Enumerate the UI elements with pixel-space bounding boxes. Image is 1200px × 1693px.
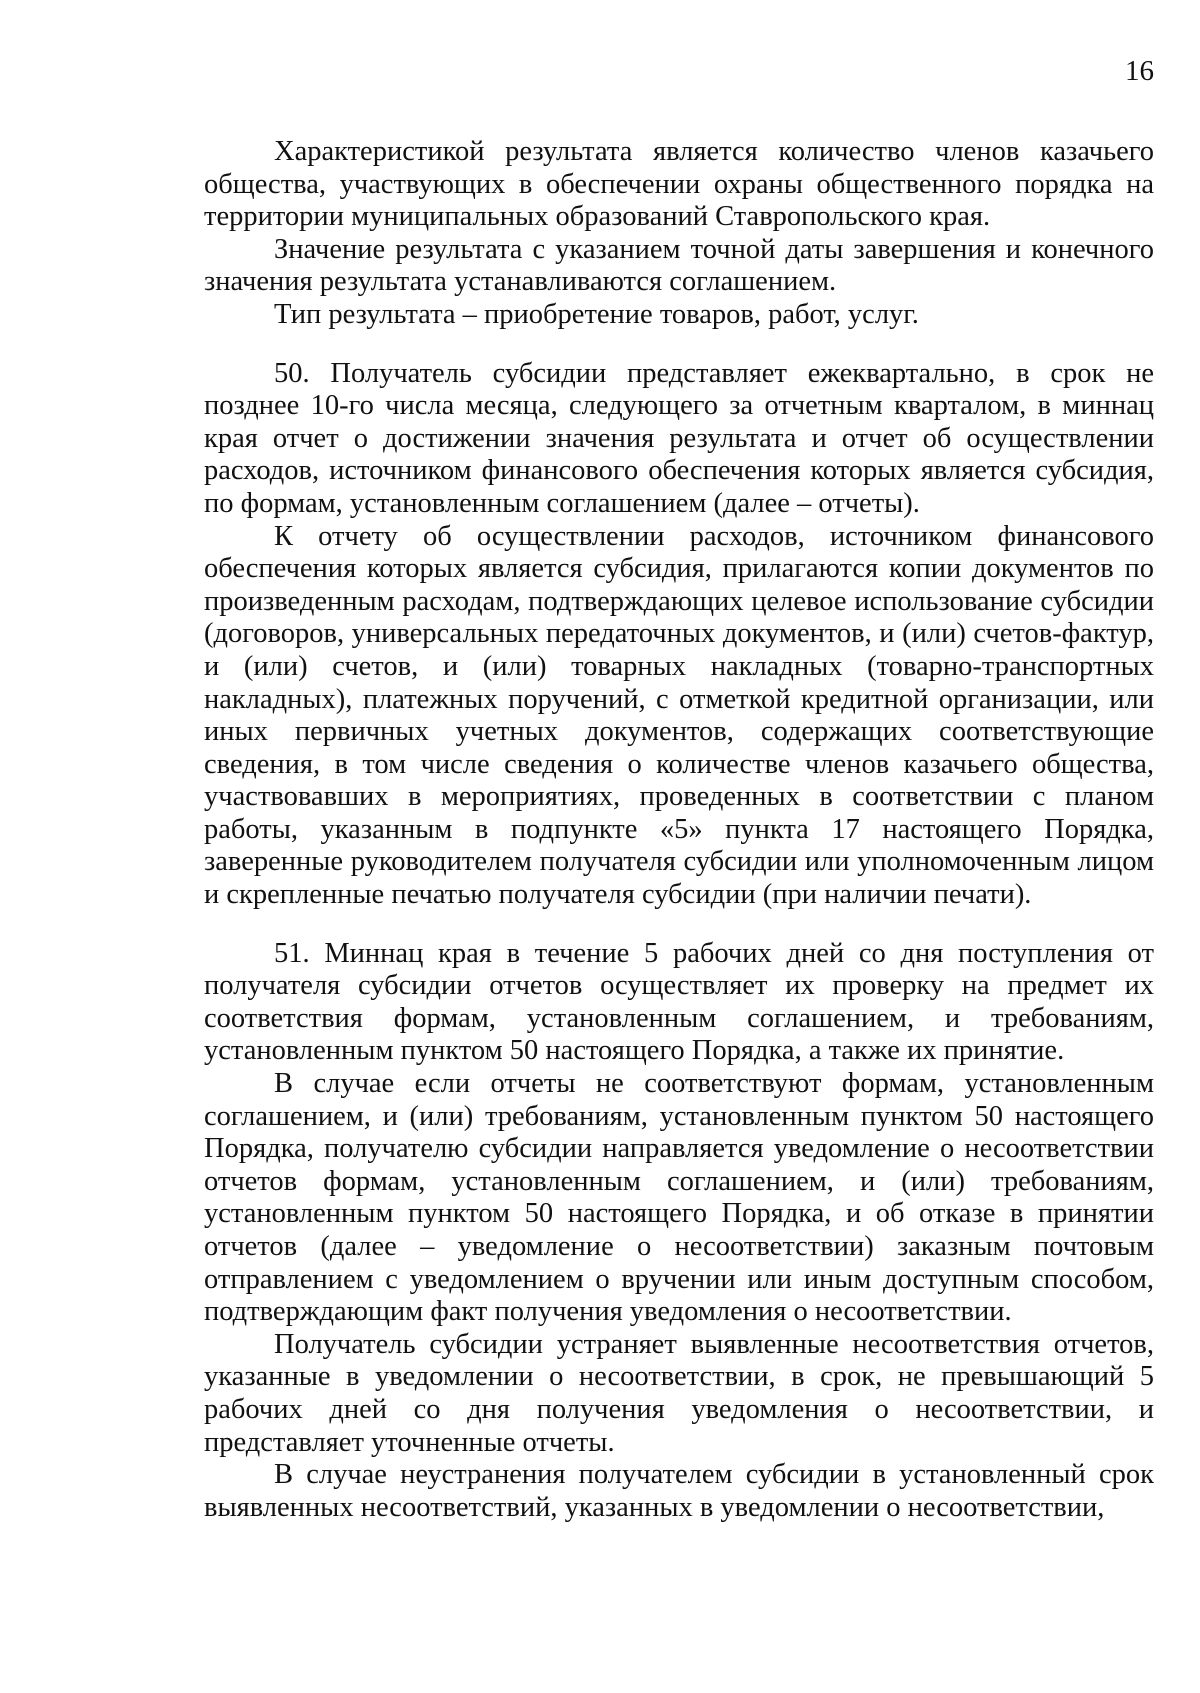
paragraph-result-value: Значение результата с указанием точной даты завершения и конечного значения результата устанавливаются соглашением. [204, 233, 1154, 298]
paragraph-expense-report-attachments: К отчету об осуществлении расходов, источником финансового обеспечения которых является субсидия, прилагаются копии документов по произведенным расходам, подтверждающих целевое использование субсидии (договоров, универсальных передаточных документов, и (или) счетов-фактур, и (или) счетов, и (или) товарных накладных (товарно-транспортных накладных), платежных поручений, с отметкой кредитной организации, или иных первичных учетных документов, содержащих соответствующие сведения, в том числе сведения о количестве членов казачьего общества, участвовавших в мероприятиях, проведенных в соответствии с планом работы, указанным в подпункте «5» пункта 17 настоящего Порядка, заверенные руководителем получателя субсидии или уполномоченным лицом и скрепленные печатью получателя субсидии (при наличии печати). [204, 520, 1154, 911]
paragraph-result-type: Тип результата – приобретение товаров, работ, услуг. [274, 298, 919, 330]
paragraph-nonconformity-notice: В случае если отчеты не соответствуют формам, установленным соглашением, и (или) требованиям, установленным пунктом 50 настоящего Порядка, получателю субсидии направляется уведомление о несоответствии отчетов формам, установленным соглашением, и (или) требованиям, установленным пунктом 50 настоящего Порядка, и об отказе в принятии отчетов (далее – уведомление о несоответствии) заказным почтовым отправлением с уведомлением о вручении или иным доступным способом, подтверждающим факт получения уведомления о несоответствии. [204, 1068, 1154, 1328]
paragraph-failure-to-correct: В случае неустранения получателем субсидии в установленный срок выявленных несоответствий, указанных в уведомлении о несоответствии, [204, 1459, 1154, 1523]
document-body [204, 136, 1154, 1524]
paragraph-result-characteristic: Характеристикой результата является количество членов казачьего общества, участвующих в обеспечении охраны общественного порядка на территории муниципальных образований Ставропольского края. [204, 136, 1154, 233]
page-number: 16 [1125, 55, 1154, 87]
paragraph-correction-deadline: Получатель субсидии устраняет выявленные несоответствия отчетов, указанные в уведомлении о несоответствии, в срок, не превышающий 5 рабочих дней со дня получения уведомления о несоответствии, и представляет уточненные отчеты. [204, 1328, 1154, 1458]
paragraph-item-51: 51. Миннац края в течение 5 рабочих дней со дня поступления от получателя субсидии отчетов осуществляет их проверку на предмет их соответствия формам, установленным соглашением, и требованиям, установленным пунктом 50 настоящего Порядка, а также их принятие. [204, 937, 1154, 1067]
section-gap [204, 912, 1154, 938]
section-gap [204, 332, 1154, 358]
paragraph-item-50: 50. Получатель субсидии представляет ежеквартально, в срок не позднее 10-го числа месяца, следующего за отчетным кварталом, в миннац края отчет о достижении значения результата и отчет об осуществлении расходов, источником финансового обеспечения которых является субсидия, по формам, установленным соглашением (далее – отчеты). [204, 357, 1154, 519]
